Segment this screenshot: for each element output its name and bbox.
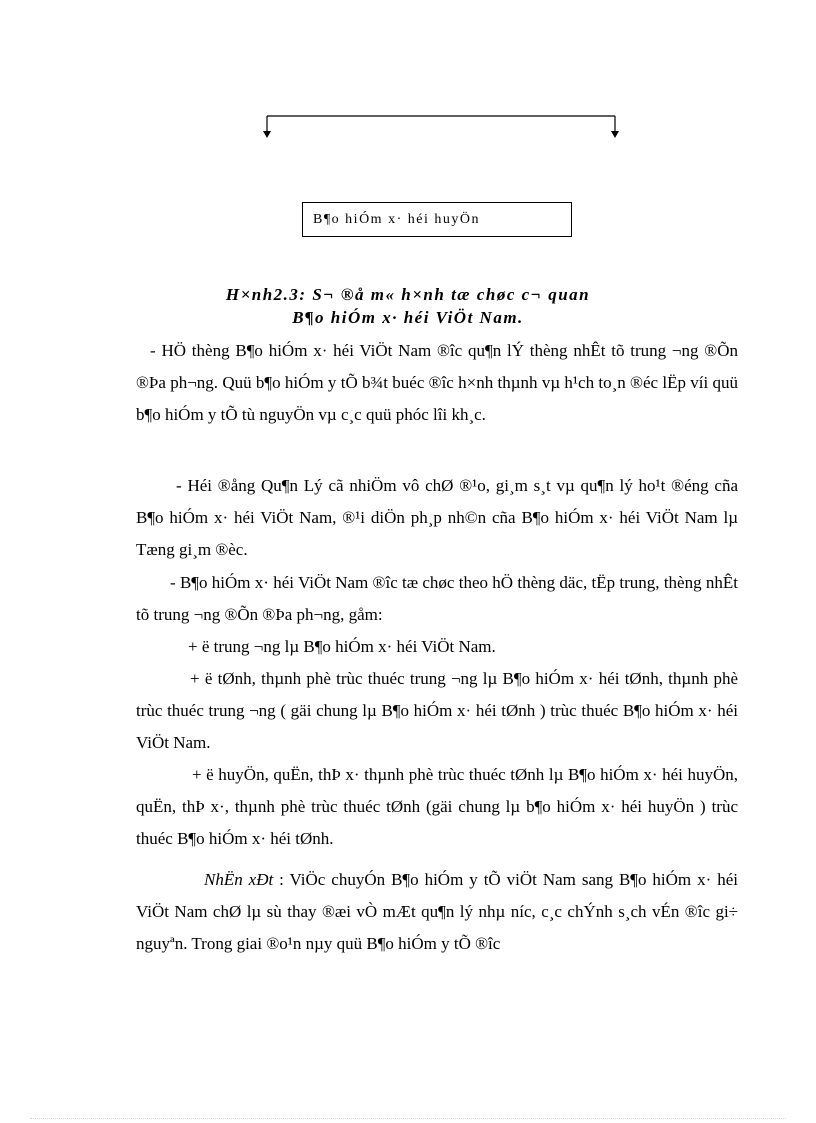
remark-text: : ViÖc chuyÓn B¶o hiÓm y tÕ viÖt Nam sang B¶o hiÓm x· héi ViÖt Nam chØ lµ sù thay ®æi vÒ mÆt qu¶n lý nhµ níc, c¸c chÝnh s¸ch vÉn ®îc gi÷ nguyªn. Trong giai ®o¹n nµy quü B¶o hiÓm y tÕ ®îc — [136, 870, 738, 953]
paragraph-remark — [136, 864, 738, 960]
list-item-central: + ë trung ¬ng lµ B¶o hiÓm x· héi ViÖt Nam. — [188, 637, 496, 656]
page-bottom-divider — [30, 1118, 786, 1119]
list-item-province: + ë tØnh, thµnh phè trùc thuéc trung ¬ng lµ B¶o hiÓm x· héi tØnh, thµnh phè trùc thuéc trung ¬ng ( gäi chung lµ B¶o hiÓm x· héi tØnh ) trùc thuéc B¶o hiÓm x· héi ViÖt Nam. — [136, 669, 738, 752]
list-item-district: + ë huyÖn, quËn, thÞ x· thµnh phè trùc thuéc tØnh lµ B¶o hiÓm x· héi huyÖn, quËn, thÞ x·, thµnh phè trùc thuéc tØnh (gäi chung lµ b¶o hiÓm x· héi huyÖn ) trùc thuéc B¶o hiÓm x· héi tØnh. — [136, 765, 738, 848]
paragraph-organization: - B¶o hiÓm x· héi ViÖt Nam ®îc tæ chøc theo hÖ thèng däc, tËp trung, thèng nhÊt tõ trung ¬ng ®Õn ®Þa ph¬ng, gåm: — [136, 573, 738, 624]
figure-caption-line1: H×nh2.3: S¬ ®å m« h×nh tæ chøc c¬ quan — [225, 285, 591, 304]
paragraph-system-management: - HÖ thèng B¶o hiÓm x· héi ViÖt Nam ®îc qu¶n lÝ thèng nhÊt tõ trung ¬ng ®Õn ®Þa ph¬ng. Quü b¶o hiÓm y tÕ b¾t buéc ®îc h×nh thµnh vµ h¹ch to¸n ®éc lËp víi quü b¶o hiÓm y tÕ tù nguyÖn vµ c¸c quü phóc lîi kh¸c. — [136, 341, 738, 424]
figure-caption-line2: B¶o hiÓm x· héi ViÖt Nam. — [292, 308, 524, 327]
arrow-down-icon — [611, 131, 619, 138]
district-insurance-box: B¶o hiÓm x· héi huyÖn — [302, 202, 572, 237]
remark-label: NhËn xÐt — [204, 870, 274, 889]
arrow-down-icon — [263, 131, 271, 138]
paragraph-management-board: - Héi ®ång Qu¶n Lý cã nhiÖm vô chØ ®¹o, gi¸m s¸t vµ qu¶n lý ho¹t ®éng cña B¶o hiÓm x· héi ViÖt Nam, ®¹i diÖn ph¸p nh©n cña B¶o hiÓm x· héi ViÖt Nam lµ Tæng gi¸m ®èc. — [136, 476, 738, 559]
